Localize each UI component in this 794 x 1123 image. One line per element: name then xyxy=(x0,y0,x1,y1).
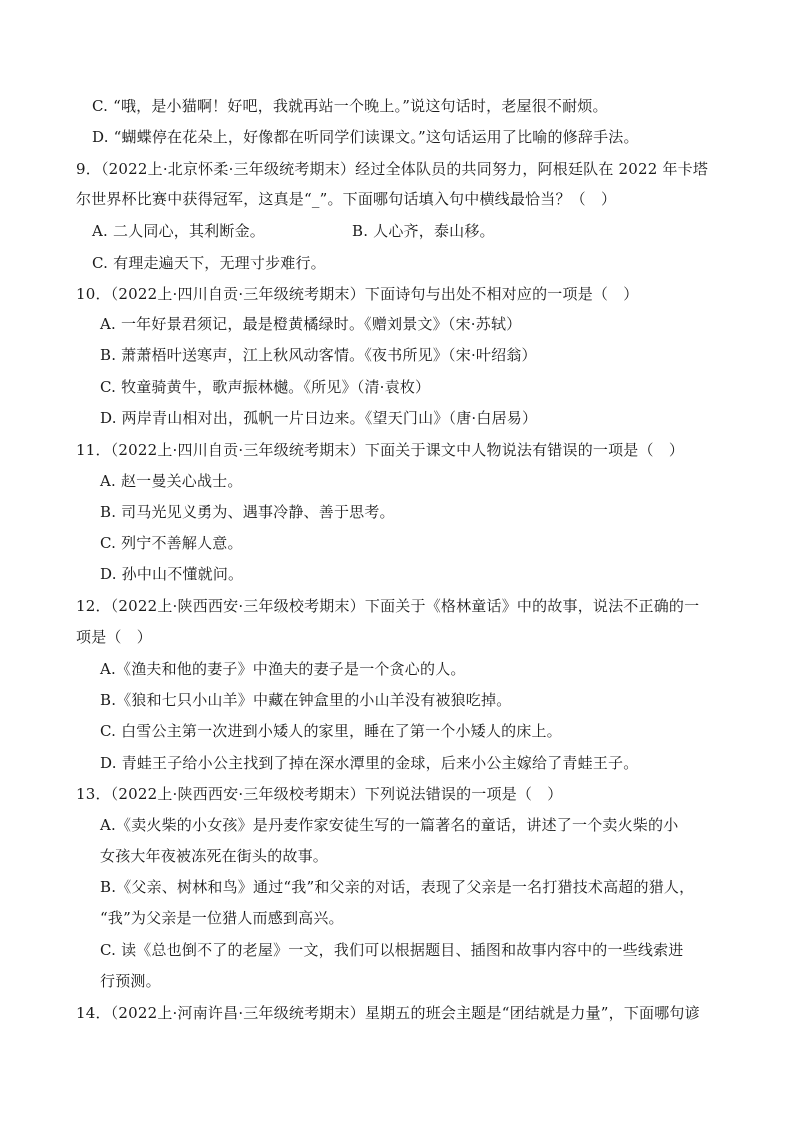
q11-stem: 11．（2022上·四川自贡·三年级统考期末）下面关于课文中人物说法有错误的一项是（ ） xyxy=(76,441,685,459)
q12-option-a: A.《渔夫和他的妻子》中渔夫的妻子是一个贪心的人。 xyxy=(100,660,466,678)
q13-option-b: B.《父亲、树林和鸟》通过“我”和父亲的对话，表现了父亲是一名打猎技术高超的猎人， xyxy=(100,878,695,896)
q9-option-a: A. 二人同心，其利断金。 xyxy=(92,222,265,240)
q13-stem: 13．（2022上·陕西西安·三年级校考期末）下列说法错误的一项是（ ） xyxy=(76,785,563,803)
q11-option-b: B. 司马光见义勇为、遇事冷静、善于思考。 xyxy=(100,503,395,521)
q13-option-c-cont: 行预测。 xyxy=(100,972,161,990)
q13-option-b-cont: “我”为父亲是一位猎人而感到高兴。 xyxy=(100,909,344,927)
q9-option-b: B. 人心齐，泰山移。 xyxy=(352,222,495,240)
q9-stem: 9．（2022上·北京怀柔·三年级统考期末）经过全体队员的共同努力，阿根廷队在 2022 年卡塔 xyxy=(76,160,709,178)
q11-option-d: D. 孙中山不懂就问。 xyxy=(100,565,244,583)
q8-option-c: C. “哦，是小猫啊！好吧，我就再站一个晚上。”说这句话时，老屋很不耐烦。 xyxy=(92,97,608,115)
q10-option-c: C. 牧童骑黄牛，歌声振林樾。《所见》（清·袁枚） xyxy=(100,378,431,396)
q13-option-c: C. 读《总也倒不了的老屋》一文，我们可以根据题目、插图和故事内容中的一些线索进 xyxy=(100,941,684,959)
q10-stem: 10．（2022上·四川自贡·三年级统考期末）下面诗句与出处不相对应的一项是（ ） xyxy=(76,285,639,303)
q12-option-d: D. 青蛙王子给小公主找到了掉在深水潭里的金球，后来小公主嫁给了青蛙王子。 xyxy=(100,754,639,772)
q13-option-a: A.《卖火柴的小女孩》是丹麦作家安徒生写的一篇著名的童话，讲述了一个卖火柴的小 xyxy=(100,816,679,834)
q13-option-a-cont: 女孩大年夜被冻死在街头的故事。 xyxy=(100,847,329,865)
q10-option-d: D. 两岸青山相对出，孤帆一片日边来。《望天门山》（唐·白居易） xyxy=(100,409,538,427)
q9-option-c: C. 有理走遍天下，无理寸步难行。 xyxy=(92,254,326,272)
q12-stem-cont: 项是（ ） xyxy=(76,628,153,646)
q10-option-a: A. 一年好景君须记，最是橙黄橘绿时。《赠刘景文》（宋·苏轼） xyxy=(100,315,522,333)
q11-option-a: A. 赵一曼关心战士。 xyxy=(100,472,243,490)
q12-option-c: C. 白雪公主第一次进到小矮人的家里，睡在了第一个小矮人的床上。 xyxy=(100,722,562,740)
q11-option-c: C. 列宁不善解人意。 xyxy=(100,534,243,552)
q12-stem: 12．（2022上·陕西西安·三年级校考期末）下面关于《格林童话》中的故事，说法不正确的一 xyxy=(76,597,700,615)
q8-option-d: D. “蝴蝶停在花朵上，好像都在听同学们读课文。”这句话运用了比喻的修辞手法。 xyxy=(92,128,639,146)
q12-option-b: B.《狼和七只小山羊》中藏在钟盒里的小山羊没有被狼吃掉。 xyxy=(100,691,512,709)
q9-stem-cont: 尔世界杯比赛中获得冠军，这真是“_”。下面哪句话填入句中横线最恰当？（ ） xyxy=(76,190,617,208)
q10-option-b: B. 萧萧梧叶送寒声，江上秋风动客情。《夜书所见》（宋·叶绍翁） xyxy=(100,346,537,364)
q14-stem: 14．（2022上·河南许昌·三年级统考期末）星期五的班会主题是“团结就是力量”，下面哪句谚 xyxy=(76,1004,700,1022)
